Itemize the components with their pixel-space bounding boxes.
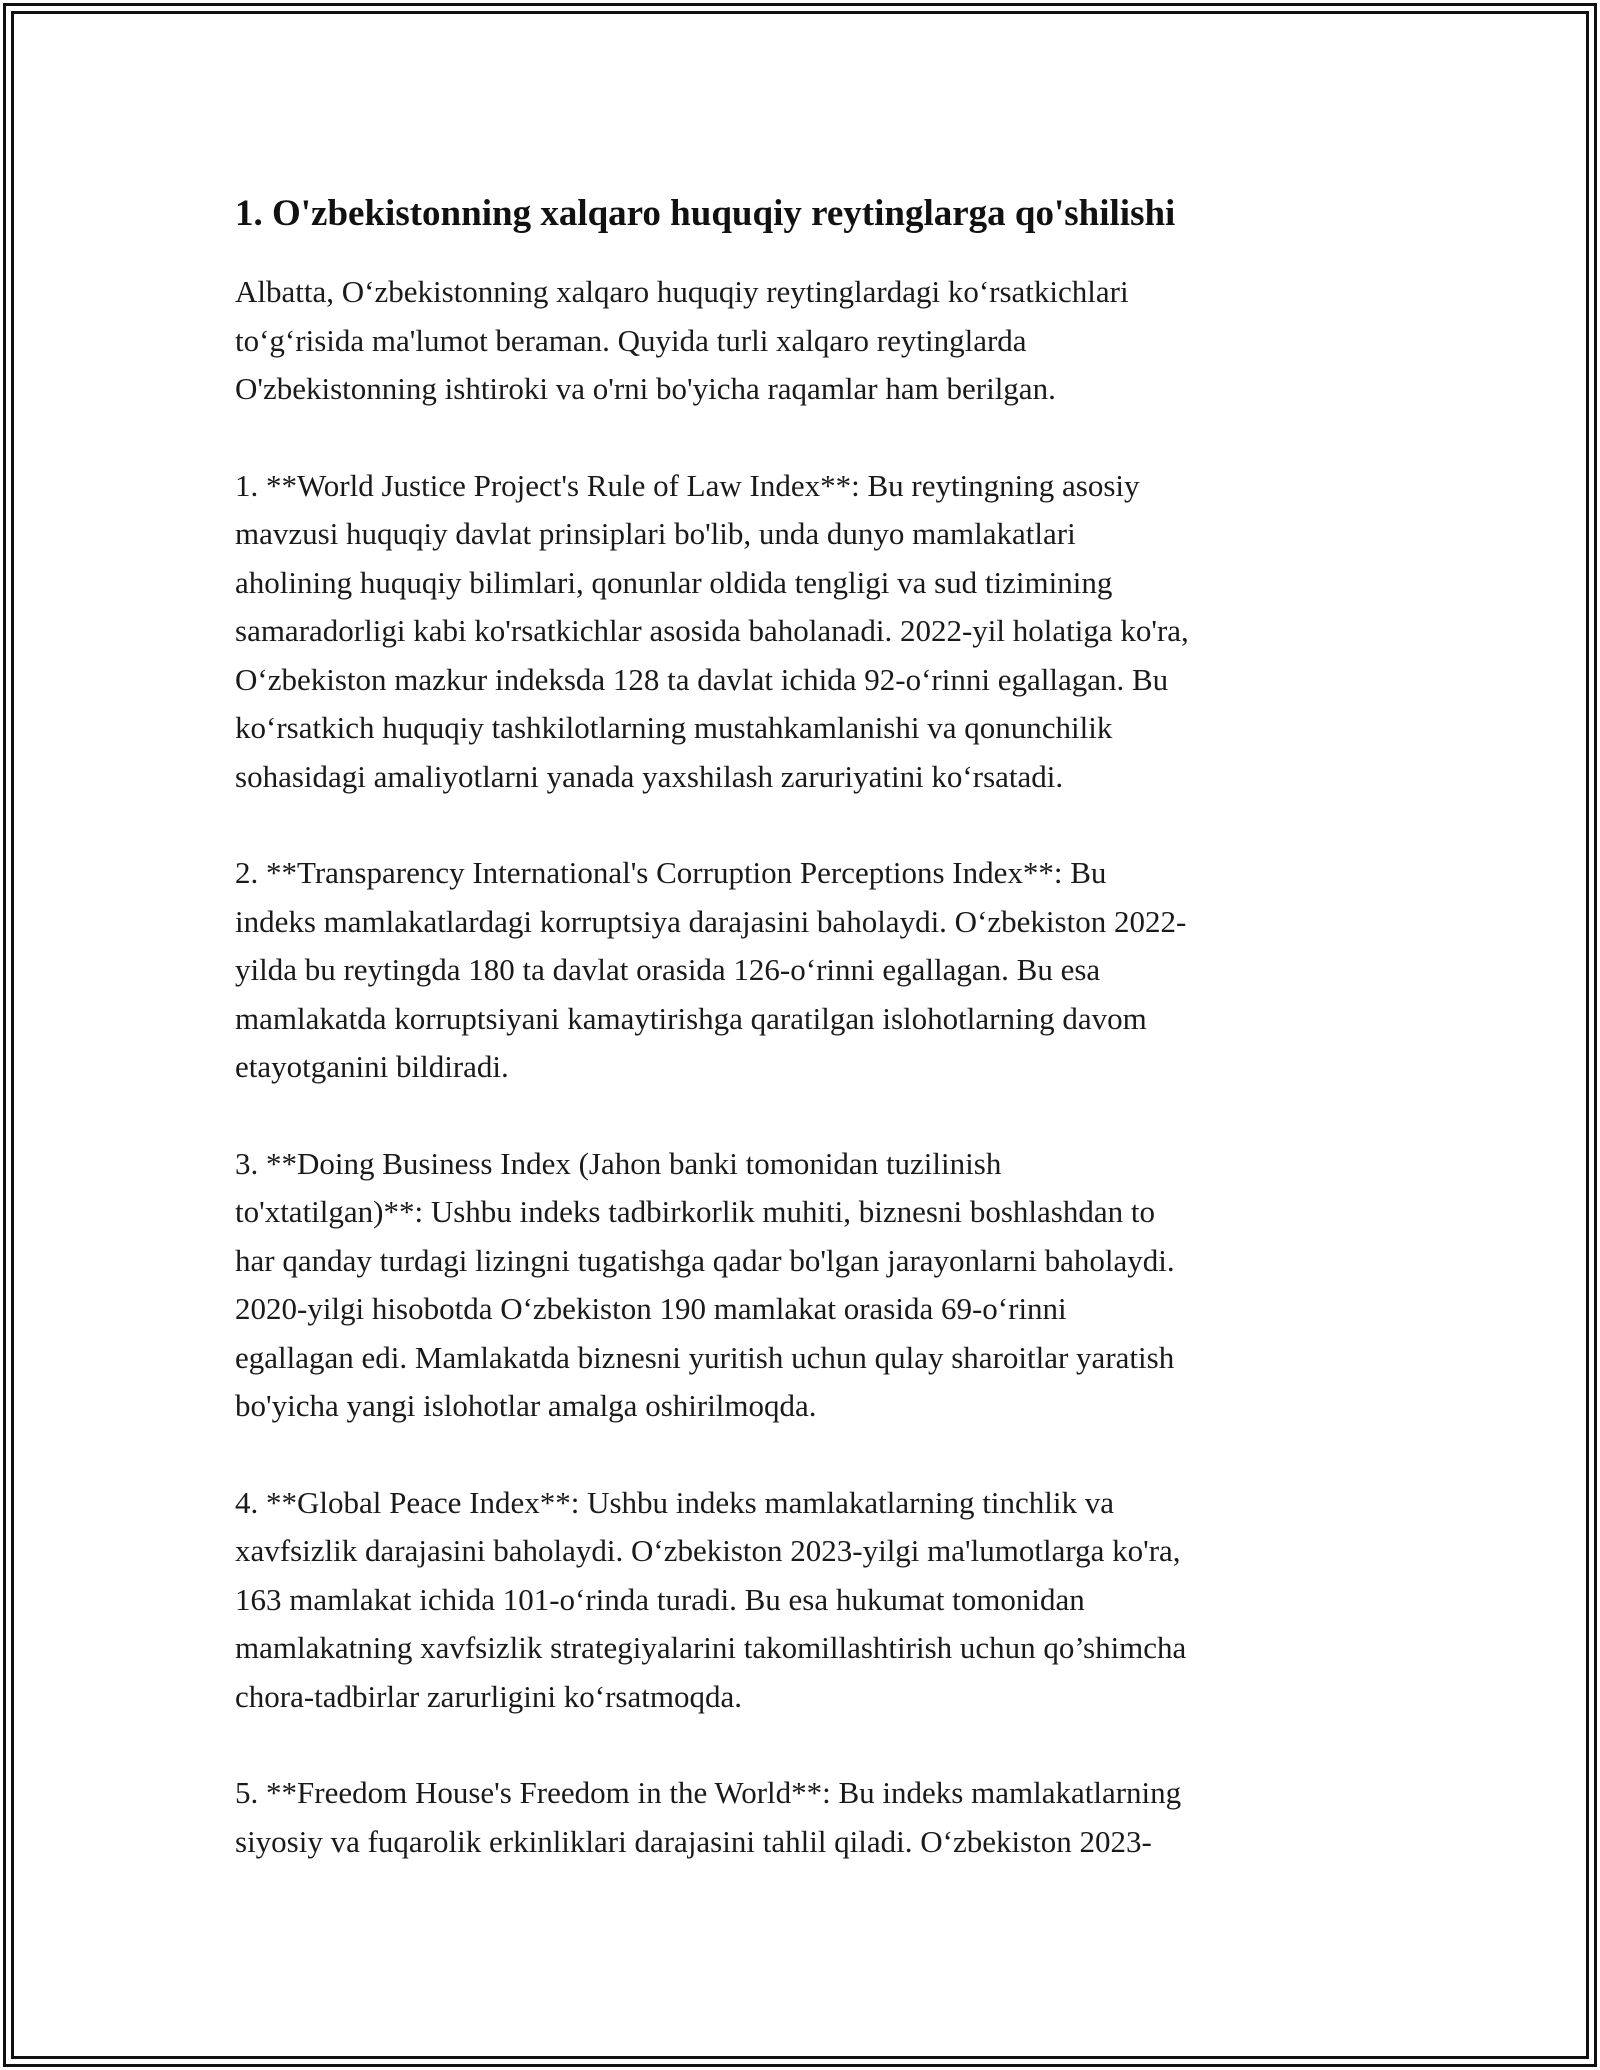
list-item-corruption-perceptions-index <box>235 849 1370 1092</box>
text-line: ko‘rsatkich huquqiy tashkilotlarning mustahkamlanishi va qonunchilik <box>235 710 1113 745</box>
text-line: to‘g‘risida ma'lumot beraman. Quyida turli xalqaro reytinglarda <box>235 322 1027 358</box>
text-line: to'xtatilgan)**: Ushbu indeks tadbirkorlik muhiti, biznesni boshlashdan to <box>235 1194 1155 1229</box>
text-line: chora-tadbirlar zarurligini ko‘rsatmoqda. <box>235 1678 742 1714</box>
text-line: mamlakatda korruptsiyani kamaytirishga qaratilgan islohotlarning davom <box>235 1000 1147 1036</box>
text-line: 5. **Freedom House's Freedom in the World**: Bu indeks mamlakatlarning <box>235 1775 1182 1810</box>
text-line: mamlakatning xavfsizlik strategiyalarini takomillashtirish uchun qo’shimcha <box>235 1630 1187 1665</box>
text-line: O‘zbekiston mazkur indeksda 128 ta davlat ichida 92-o‘rinni egallagan. Bu <box>235 661 1169 697</box>
intro-paragraph <box>235 268 1370 414</box>
text-line: sohasidagi amaliyotlarni yanada yaxshilash zaruriyatini ko‘rsatadi. <box>235 758 1064 794</box>
text-line: mavzusi huquqiy davlat prinsiplari bo'lib, unda dunyo mamlakatlari <box>235 516 1076 551</box>
text-line: aholining huquqiy bilimlari, qonunlar oldida tengligi va sud tizimining <box>235 564 1113 600</box>
text-line: etayotganini bildiradi. <box>235 1049 509 1084</box>
text-line: har qanday turdagi lizingni tugatishga qadar bo'lgan jarayonlarni baholaydi. <box>235 1242 1175 1278</box>
text-line: siyosiy va fuqarolik erkinliklari darajasini tahlil qiladi. O‘zbekiston 2023- <box>235 1823 1152 1859</box>
document-title: 1. O'zbekistonning xalqaro huquqiy reytinglarga qo'shilishi <box>235 193 1176 234</box>
text-line: bo'yicha yangi islohotlar amalga oshirilmoqda. <box>235 1388 817 1423</box>
list-item-rule-of-law-index <box>235 462 1370 802</box>
text-line: 1. **World Justice Project's Rule of Law Index**: Bu reytingning asosiy <box>235 467 1140 503</box>
text-line: xavfsizlik darajasini baholaydi. O‘zbekiston 2023-yilgi ma'lumotlarga ko'ra, <box>235 1533 1181 1568</box>
list-item-global-peace-index <box>235 1479 1370 1722</box>
text-line: 2. **Transparency International's Corruption Perceptions Index**: Bu <box>235 855 1107 890</box>
text-line: 163 mamlakat ichida 101-o‘rinda turadi. Bu esa hukumat tomonidan <box>235 1581 1085 1617</box>
text-line: 3. **Doing Business Index (Jahon banki tomonidan tuzilinish <box>235 1145 1002 1181</box>
text-line: egallagan edi. Mamlakatda biznesni yuritish uchun qulay sharoitlar yaratish <box>235 1339 1175 1375</box>
text-line: indeks mamlakatlardagi korruptsiya darajasini baholaydi. O‘zbekiston 2022- <box>235 903 1187 939</box>
text-line: Albatta, O‘zbekistonning xalqaro huquqiy reytinglardagi ko‘rsatkichlari <box>235 274 1129 309</box>
text-line: 2020-yilgi hisobotda O‘zbekiston 190 mamlakat orasida 69-o‘rinni <box>235 1291 1067 1326</box>
text-line: yilda bu reytingda 180 ta davlat orasida 126-o‘rinni egallagan. Bu esa <box>235 952 1101 987</box>
text-line: samaradorligi kabi ko'rsatkichlar asosida baholanadi. 2022-yil holatiga ko'ra, <box>235 613 1189 648</box>
list-item-freedom-in-the-world <box>235 1769 1370 1866</box>
text-line: 4. **Global Peace Index**: Ushbu indeks mamlakatlarning tinchlik va <box>235 1484 1114 1520</box>
document-body <box>235 184 1370 1914</box>
list-item-doing-business-index <box>235 1140 1370 1431</box>
text-line: O'zbekistonning ishtiroki va o'rni bo'yicha raqamlar ham berilgan. <box>235 371 1056 406</box>
